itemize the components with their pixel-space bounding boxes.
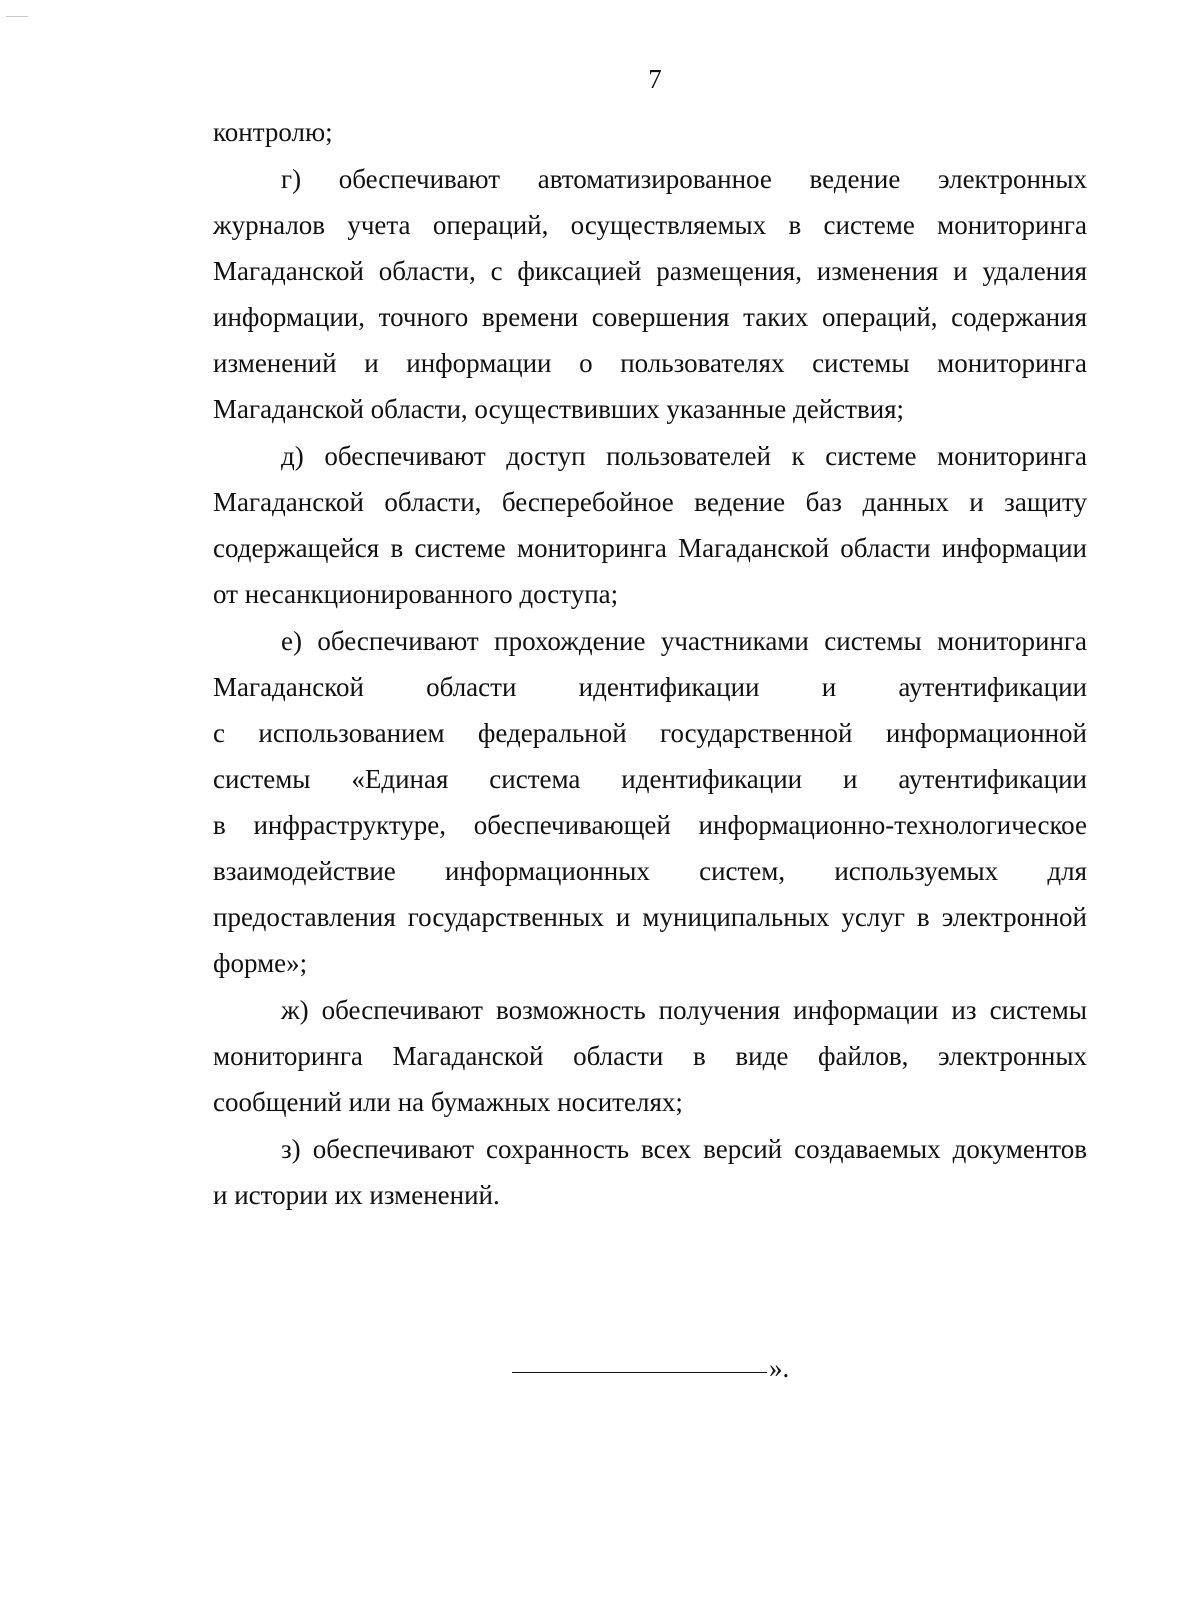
text-line: изменений и информации о пользователях системы мониторинга	[213, 348, 1087, 378]
text-line: предоставления государственных и муниципальных услуг в электронной	[213, 902, 1087, 932]
page-number: 7	[648, 64, 662, 94]
text-line: д) обеспечивают доступ пользователей к системе мониторинга	[281, 441, 1087, 471]
text-line: в инфраструктуре, обеспечивающей информационно-технологическое	[213, 810, 1087, 840]
text-line: сообщений или на бумажных носителях;	[213, 1087, 683, 1117]
text-line: ж) обеспечивают возможность получения информации из системы	[281, 995, 1087, 1025]
text-line: и истории их изменений.	[213, 1180, 500, 1210]
closing-quote: ».	[769, 1353, 790, 1383]
text-line: Магаданской области, осуществивших указанные действия;	[213, 394, 905, 424]
closing-underline	[512, 1372, 767, 1373]
text-line: форме»;	[213, 948, 308, 978]
text-line: информации, точного времени совершения таких операций, содержания	[213, 302, 1087, 332]
text-line: е) обеспечивают прохождение участниками системы мониторинга	[281, 626, 1087, 656]
text-line: системы «Единая система идентификации и аутентификации	[213, 764, 1087, 794]
text-line: с использованием федеральной государственной информационной	[213, 718, 1087, 748]
text-line: содержащейся в системе мониторинга Магаданской области информации	[213, 533, 1087, 563]
text-line: г) обеспечивают автоматизированное ведение электронных	[281, 164, 1087, 194]
text-line: Магаданской области, с фиксацией размещения, изменения и удаления	[213, 256, 1087, 286]
text-line: журналов учета операций, осуществляемых в системе мониторинга	[213, 210, 1087, 240]
scan-margin-mark	[6, 16, 28, 17]
text-line: з) обеспечивают сохранность всех версий создаваемых документов	[281, 1134, 1087, 1164]
text-line: от несанкционированного доступа;	[213, 579, 619, 609]
text-line: взаимодействие информационных систем, используемых для	[213, 856, 1087, 886]
text-line: мониторинга Магаданской области в виде файлов, электронных	[213, 1041, 1087, 1071]
text-line: контролю;	[213, 117, 333, 147]
text-line: Магаданской области, бесперебойное ведение баз данных и защиту	[213, 487, 1087, 517]
closing-mark	[512, 1352, 789, 1384]
text-line: Магаданской области идентификации и аутентификации	[213, 672, 1087, 702]
